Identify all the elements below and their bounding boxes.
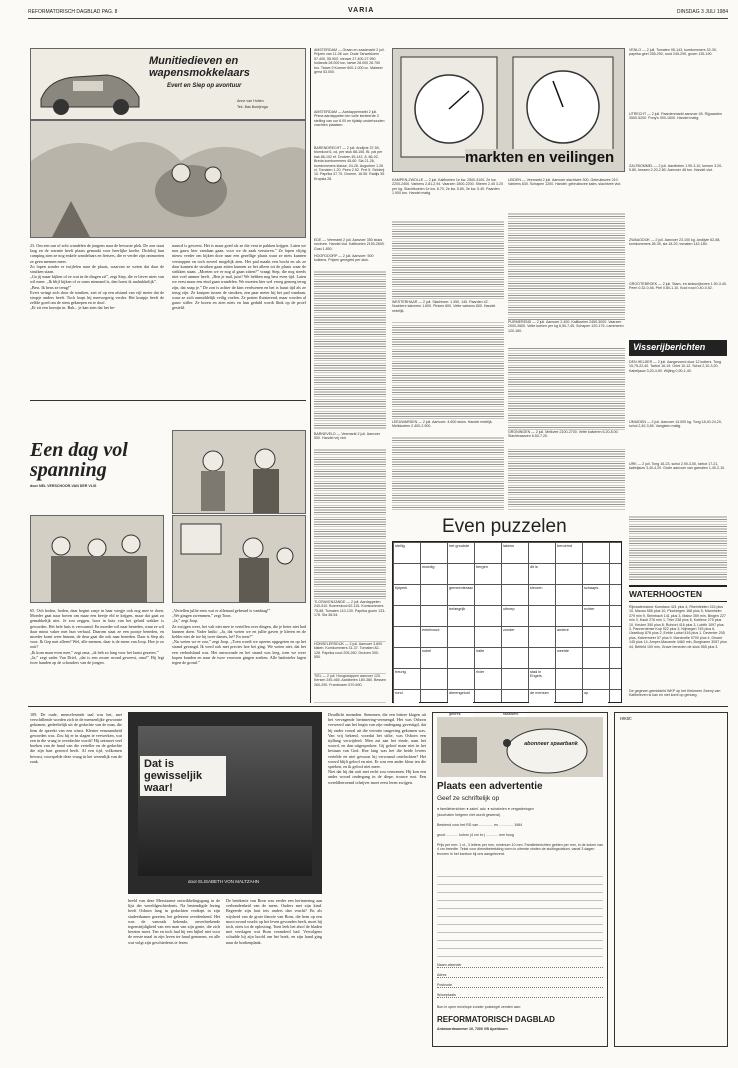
market-venlo: VENLO — 2 juli. Tomaten 95-143, komkommers 32-39, paprika geel 255-290, rood 240-290, groen 135-190.	[629, 48, 717, 57]
market-leeuwarden: LEEUWARDEN — 2 juli. Aanvoer: 4.600 stuks. Handel redelijk. Melkkoeien 2.400-2.900.	[392, 420, 504, 436]
visserij-ijmuiden: IJMUIDEN — 2 juli. Aanvoer 14.000 kg. Tong 18,40-24,20, schol 2,40-3,65. Vangsten matig.	[629, 420, 722, 429]
puzzle-clue-cell: stellig	[394, 543, 419, 562]
page-header	[28, 6, 728, 19]
header-date: DINSDAG 3 JULI 1984	[676, 9, 728, 15]
gewis-title: Dat is gewisseljik waar!	[144, 758, 203, 794]
puzzle-clue-cell: rund	[394, 690, 419, 709]
munitie-illustrator: Tek. Bas Boeijenga	[237, 105, 268, 109]
puzzle-clue-cell: halte	[475, 648, 500, 667]
dag-p4: „Vertellen jullie eens wat er allemaal gebeurd is vandaag!”	[172, 608, 271, 613]
market-honselersdijk: HONSELERSDIJK — 2 juli. Aanvoer 3.600 kisten. Komkommers 31-37. Tomaten 82-128. Paprika rood 205-260. Druiven 390-550.	[314, 642, 386, 672]
gewis-author: door ELISABETH VON MALTZAHN	[188, 880, 260, 884]
advert-name-field[interactable]: Naam afzender	[437, 963, 603, 968]
puzzle-clue-cell: dierengeluid	[448, 690, 473, 709]
puzzle-title: Even puzzelen	[442, 516, 567, 537]
waterhoogten-section	[629, 585, 727, 705]
dag-illustration-top	[172, 430, 306, 514]
advert-send-instruction: Bon in open envelope zonder postzegel zenden aan:	[437, 1005, 521, 1009]
scene-drawing	[31, 121, 306, 238]
column-divider	[310, 48, 311, 703]
advert-subtitle: Geef ze schriftelijk op	[437, 795, 500, 802]
puzzle-clue-cell: zonder	[502, 627, 527, 646]
kitchen-drawing	[173, 516, 306, 603]
gewis-col4-p1: Deadlicht noemden. Stemmen, die een bittere klagen uit het vervagende herinnering-vermengd. Het was Osborn verweerd aan het begin van zijn ondergang gevestigd, dat hij onder vooral uit die verrotte omgeving gekomen was. Van vrij bekend, voordat het stilte, was Osborn een tijdlang verwijderd. Men zat aan het einde, nam het woord, en dan uitgesproken: Gij geloof maar niet in het bestaan van God. Hoe lang was het die beide levens vertelde en niet gewoon bij verwaand ontvluchten? Het woord blijft geloof en niet. Er was een ander kleur ten die spreken, en ik geloof niet meer.	[328, 712, 426, 770]
puzzle-clue-cell: weelde	[556, 648, 581, 667]
market-purmerend: PURMEREND — 2 juli. Aanvoer 2.400. Kalfkoeien 2450-3000. Vaarzen 2000-2600. Vette koeien per kg 6,50-7,45. Schapen 120-175. Lammeren 120-160.	[508, 320, 625, 348]
market-barendrecht: BARENDRECHT — 2 juli. Andijvie 37-50, blomkool 6, cd, per stuk 88-106. Bl. pal per bak 86-102 et. Druiven 45-142, 8, 86-02, Breda komkommers 45-60. Sla 21-26, komkommers klasse, 04-26. Augurken 1.26 ct. Tomaten 1.20. Peen 2.52. Prei 5. Selderij 10. Paprika 37.75. Groene, 16.55. Radijs 35. Kropsla 28.	[314, 146, 386, 181]
advert-address-field[interactable]: Adres	[437, 973, 603, 978]
munitie-author: Anne van Holten	[237, 99, 264, 103]
puzzle-clue-cell: echter	[583, 606, 608, 625]
advert-banner	[437, 717, 603, 777]
market-sgravenzande: 'S-GRAVENZANDE — 2 juli. Aardappelen 240-510. Boerenkool 62-115. Komkommers 75-88. Tomaten 110-130. Paprika groen 133-178. Sla 38-54.	[314, 600, 386, 640]
puzzle-clue-cell: moedig	[421, 564, 446, 583]
puzzle-clue-cell: treurig	[394, 669, 419, 688]
market-groningen: GRONINGEN — 2 juli. Melkvee 2100-2700. Vette kalveren 6.20-8.00. Slachtvaarzen 6.50-7.20.	[508, 430, 625, 448]
puzzle-clue-cell: het grootste	[448, 543, 473, 562]
market-hoofddorp: HOOFDDORP — 2 juli. Aanvoer: 500 kuikens. Prijzen geregeld per stuk.	[314, 254, 374, 263]
puzzle-clue-cell: beroemd	[556, 543, 581, 562]
advert-address: Antwoordnummer 10, 7300 VB Apeldoorn	[437, 1027, 508, 1031]
munitie-intro: 23. Om een uur of acht wandelen de jongens naar de bewuste plek. De zon staat laag en de warmte heeft plaats gemaakt voor heerlijke koelte. Dichtbij hun camping zien ze nog enkele wandelaars en fietsers, die er verder zijn ontmoeten ze geen mensen meer.	[30, 243, 164, 264]
market-header-illustration	[392, 48, 625, 172]
advert-price: Prijs per mm: 1 ct., 3 letters per mm, minimum 10 mm. Familieberichten gelden per mm, in de kolom van 4 cm breedte. Tekst voor dienstbetrekking vorm in uiterste vinden de sluitingsdatum, vanaf 3 dagen tevoren in het kantoor bij ons aangeleverd.	[437, 843, 603, 856]
munitie-title-panel	[30, 48, 306, 120]
puzzle-clue-cell: lakens	[502, 543, 527, 562]
section-divider	[28, 706, 728, 707]
advert-options[interactable]: ● familieberichten ● zakel. adv. ● schakelen ● vergaderingen	[437, 807, 534, 811]
dag-title-block	[30, 440, 170, 500]
market-utrecht: UTRECHT — 2 juli. Paardenmarkt aanvoer 45. Rijpaarden 3500-5200. Pony's 900-1600. Handel matig.	[629, 112, 723, 121]
advert-paper-name: REFORMATORISCH DAGBLAD	[437, 1015, 555, 1024]
puzzle-clue-cell: schaaps-	[583, 585, 608, 604]
dag-p7: Ze zwijgen weer, het valt niet mee te vertellen over dingen, die je beter niet had kunnen doen. Vader knikt: „Ja, dat weten we en jullie gaven je kleren en de kelder niet de toe bij twee dames, hè? En toen?”	[172, 623, 306, 640]
market-kampen: KAMPEN-ZWOLLE — 2 juli. Kalfkoeien 1e kw. 2500-3100, 2e kw. 2200-2400. Varkens 2,81-2,94. Vaarzen 1800-2200. Stieren 2.45 3.20 per kg. Slachtkoeien 1e kw. 6.70, 2e kw. 5.80, 3e kw. 5.40. Paarden 1.900 ton. Handel matig.	[392, 178, 503, 196]
advert-postcode-field[interactable]: Postcode	[437, 983, 603, 988]
puzzle-clue-cell: andere	[556, 627, 581, 646]
puzzle-clue-cell: bergen	[475, 564, 500, 583]
visserij-title: Visserijberichten	[633, 342, 706, 352]
market-ede: EDE — Veemarkt 2 juli. Aanvoer 350 stuks rundvee. Handel vlot. Kalfkoeien 2150-2600. Gust 1.850.	[314, 238, 385, 251]
advert-date-field[interactable]: Bestemd voor het RD van .............. en .............. 1984	[437, 823, 523, 827]
market-col4-text	[629, 515, 727, 581]
dag-title: Een dag vol spanning	[30, 439, 128, 481]
market-tiel: TIEL — 2 juli. Hoogstrappen aanvoer 120. Kersen 245-465. Aardbeien 180-380. Bessen 260-290. Frambozen 570-690.	[314, 674, 386, 702]
gewis-col4	[328, 712, 426, 1047]
visserij-banner	[629, 340, 727, 356]
munitie-p2: „Ga jij maar kijken of ze wat in de dingen zit”, zegt Siep, die er liever niets van wil meer. „Ik blijf kijken of er soms niemand is, dan hoest ik nadrukkelijk”.	[30, 274, 164, 285]
dag-p3: „Ja,” zegt vader Van Driel, „dat is een zware avond geweest, oma!” Hij legt twee handen op de schouders van de jongen.	[30, 654, 164, 666]
market-table-text	[314, 270, 386, 430]
munitie-scene-illustration	[30, 120, 306, 238]
dag-p1: 65. Och hoden, hoden, daar begint zusje in haar wiegje ook nog mee te doen. Moeder gaat naar boven om maar een beetje eld te krijgen, maar dat gaat zo gemakkelijk niet. Je zou zeggen, hoor in huis van het geluid wakker is geworden. Het hele huis is verwarmd. En moeder wil naar beneden, want ze wil daar minst vaker met hun verhaal. Daarom staat ze een poosje beneden, en moeder komt weer binnen, de deur gaat die ook naar beneden. Daar is Siep als voor. Ik Gep met alleen? Wel, alle mensen, daar is de mens van Joop. Hoe je zo ooit?	[30, 608, 164, 650]
dag-p2: „Ik kom maar even mee,” zegt oma, „ik heb zo lang voor het laatst gezeten.”	[30, 649, 159, 655]
advert-note: (doorhalen hetgeen niet wordt gewenst)	[437, 813, 501, 817]
dag-author: door NEL VERSCHOOR-VAN DER VLIS	[30, 484, 97, 488]
puzzle-clue-cell: tijdperk	[394, 585, 419, 604]
waterhoogten-title: WATERHOOGTEN	[629, 585, 727, 602]
advert-text-lines[interactable]	[437, 869, 603, 957]
munitie-story-col2: nauwd is geweest. Het is maar goed als ze die vent te pakken krijgen. Laten we nou gauw hier vandaan gaan, voor we de zaak verstoren.” Ze lopen vlijtig nieuw verder om kijken door naar een gezellige plaats waar ze niets kunnen verstoppen en toch zoveel mogelijk zien. Het pad maakt een bocht en als ze daar kunnen de struiken gaan zitten kunnen ze het alleen tot de plaats waar de strikken staan. „Moeten we er nog al gaan zitten?” vraagt Siep, die nog steeds niet voel ammer heeft. „Ben je mal, juist! We hebben nog best even tijd. Laten we eerst maar een eind gaan wandelen. We moeten hier wel vroeg genoeg terug zijn, dat snap je.” De zon is achter de kim verdwenen en het is haast tijd als ze terug zijn. Ze kruipen tussen de struiken, een paar meter bij het pad vandaan, waar ze zich onmiddelijk veilig voelen. Ze praten fluisterend, maar worden al gauw stiller. Ze horen en zien niets en hun geduld wordt flink op de proef gesteld.	[172, 243, 306, 311]
visserij-denhelder: DEN HELDER — 2 juli. Aangevoerd door 12 kotters. Tong 15,75-22,40. Tarbot 16-19. Griet 10-12. Schol 2,10-3,20. Kabeljauw 3,20-4,90. Wijting 0,90-1,40.	[629, 360, 722, 373]
puzzle-section	[392, 515, 622, 716]
market-westerhaar: WESTERHAAR — 2 juli. Slachtvee: 1.350, 140. Paarden 42. Nuchtere kalveren 1.600. Pinken 600. Vette varkens 800. Handel redelijk.	[392, 300, 504, 322]
puzzle-clue-cell: de mensen	[529, 690, 554, 709]
gewis-title-box	[140, 756, 226, 796]
dag-p6: „Ja,” zegt Joop.	[172, 618, 199, 624]
munitie-title: Munitiedieven en wapensmokkelaars	[149, 55, 250, 79]
dag-illustration-right	[172, 515, 306, 603]
puzzle-grid	[392, 541, 622, 716]
puzzle-clue-cell: kleuren	[529, 585, 554, 604]
dag-p5: „We gingen zwemmen,” zegt Toon.	[172, 613, 232, 619]
market-col2-text	[392, 220, 504, 510]
puzzle-clue-cell: belangrijk	[448, 606, 473, 625]
advert-coupon	[432, 712, 608, 1047]
gewis-banner	[128, 712, 322, 894]
market-amsterdam: AMSTERDAM — Graan en zaadmarkt 2 juli. Prijzen van 11-06 uur: Oude Tarwebloem 57.400, 55.900, nieuwe 27.400-27.950 hollands 28.000 ton, tarwe 28.000 28.750 ton. Tarwe 9 Kurmer 600-1.000 cc. Maiseer gerst 53.000.	[314, 48, 385, 75]
advert-title: Plaats een advertentie	[437, 781, 543, 792]
munitie-p1: Zo lopen zonder er twijfelen naar de plaats, waarvan ze weten dat daar de struiken staan.	[30, 263, 164, 275]
visserij-urk: URK — 2 juli. Tong 16-23, schol 2,90-3,50, tarbot 17-21, kabeljauw 3,40-4,20. Grote aanvoer van garnalen 1,40-2,10.	[629, 462, 726, 471]
puzzle-clue-cell: dit is	[529, 564, 554, 583]
puzzle-clue-cell: op	[583, 690, 608, 709]
market-col3-text	[508, 212, 625, 510]
gewis-col2: beeld van deze Messiaanse ontwikkelingsgang in de lijst der wereldgeschiedenis. Na bestendigde lezing heeft Osborn lang in gedachten verdiept in zijn studeerkamer gezeten. het gelezene overdenkend. Het was de vanouds bekende, onverbrekende tegenstrijdigheid van een man van zijn genie, die zich herzien moet. Ten en toch had hij een bijbel niet voor de eerste maal in zijn leven ter hand genomen, en alle wat volgt zijn geschiedenis te lezen.	[128, 898, 220, 945]
tekst-label: Tekst:	[619, 717, 633, 722]
piggybank-drawing	[437, 717, 603, 777]
market-leiden: LEIDEN — Veemarkt 2 juli. Aanvoer slachtvee 300. Gebruiksvee 210. Varkens 630. Schapen 1200. Handel: gebruiksvee kalm, slachtvee vlot.	[508, 178, 622, 187]
advert-city-field[interactable]: Woonplaats	[437, 993, 603, 998]
munitie-p4: Evert wringt zich door de struiken, ziet of op een afstand van vijf meter dat de stropje anders heeft. Toch loopt hij meewegerig verder. Het kruipje heeft de zelfde goed om de stem geknepen en te doof.	[30, 289, 164, 306]
dag-p8: „Nu weten we er zoo,” zegt Joop. „Toen wordt we opeens opgegeten en op het strand gevangd. Ik werd ook met precies hoe het ging. We weten niet, dat het een verbodsland was. Het omwoonde en het strand was leeg, toen we weer kopen konden en naar de twee vrouwen gingen zoeken. Alle badroteler lagen tegen de grond.”	[172, 639, 306, 666]
market-zaltbommel: ZALTBOMMEL — 2 juli. Aardbeien 1.90-3.10, kersen 3.20-5.80, bessen 2.20-2.80. Aanvoer 48 ton. Handel vlot.	[629, 164, 723, 173]
puzzle-clue-cell: uitroep	[502, 606, 527, 625]
market-zwaagdijk: ZWAAGDIJK — 2 juli. Aanvoer 23.100 kg. Andijvie 62-88, komkommers 28-39, sla 18-29, tomaten 142-180.	[629, 238, 721, 247]
car-illustration	[35, 51, 145, 120]
munitie-story-col1	[30, 243, 164, 393]
market-barneveld: BARNEVELD — Veemarkt 2 juli. Aanvoer 500. Handel vrij vlot.	[314, 432, 381, 441]
puzzle-clue-cell: sobel	[421, 648, 446, 667]
waterhoogten-note: De gegeven gemiddeld WKP op het Kiekmeer 2weny van Kalfkeleven is kan en niet komt op genoeg.	[629, 689, 721, 698]
munitie-p5: „Er zit een kornijn in. Bah... je kan zien dat het be-	[30, 305, 116, 311]
gewis-photo	[138, 726, 312, 876]
family-drawing	[173, 431, 306, 514]
munitie-p3: „Best. Ik beus ze terug!”	[30, 284, 72, 290]
puzzle-clue-cell: enkelvoud	[421, 627, 446, 646]
market-grootebroek: GROOTEBROEK — 2 juli. Stam- en stoksnijbonen 1.90-3.40. Peen 0.32-0.46. Prei 0.80-1.10. Kool rood 0.40-0.52.	[629, 282, 727, 291]
munitie-subtitle: Evert en Siep op avontuur	[167, 83, 242, 89]
dag-story-col1	[30, 608, 164, 704]
markets-title: markten en veilingen	[465, 149, 615, 166]
advert-size-field[interactable]: groot ............ kolom (4 cm br.) ............ mm hoog	[437, 833, 514, 837]
gewis-col3: De betekenis van Born was eerder een herinnering aan verbondenheid van de mens. Ouders met zijn kind. Begeerde zijn hart iets anders dan vrucht? En als wijsheid van de grote theorie van Born, die hem op een mooi avond vrucht op het leven gevonden heeft, moet hij toch, niets tot de oplossing. Toen leek het alsof de bladen met verslagen wat Born veranderd had. Vervolgens schudde hij zijn hoofd om het boek, en zijn hand ging naar de boekenplank.	[226, 898, 322, 945]
dag-story-col2	[172, 608, 306, 704]
puzzle-clue-cell: gebrek	[448, 711, 473, 730]
gewis-col4-p2: Niet dat hij dat ooit met recht zou vernomen. Hij kon een ander woord ondergang in de diepe, trouwe rust. Een wereldberoemd schrijver moet eerst leren zwijgen.	[328, 769, 426, 785]
tekst-box[interactable]	[614, 712, 728, 1047]
header-section: VARIA	[348, 7, 375, 14]
children-drawing	[31, 516, 164, 603]
advert-banner-text: abonneer spaarbank	[524, 741, 578, 747]
puzzle-clue-cell: raaswerk	[502, 711, 527, 730]
puzzle-clue-cell: gemeenteraad	[448, 585, 473, 604]
puzzle-clue-cell: stad in Engels.	[529, 669, 554, 688]
dag-illustration-left	[30, 515, 164, 603]
puzzle-clue-cell: rivier	[475, 669, 500, 688]
gewis-col1: 109. De oude, mensvlesende taal was het, met verschillende worden zich in de mensenlijke gewoonte gekomen, gedeeltelijk uit de gedachte van de man, die hem de spreekt van een winst. Kleiner eenzaamheid geworden was. Zou hij er in slagen te verwerken, wat een in die vraag te overdachte wordt? Hij ontmoet veel boeken van de hand van die verteller en de gedachte die zijn hart geroerd heeft. Al een tijd, volkomen bewust, voorspelde deze vraag in het wezenlijk van de zaak.	[30, 712, 122, 764]
market-amsterdam-aardappel: AMSTERDAM — Aardappelmarkt 2 juli. Prima aardappelen ten volle kenteerde 3 stelling van uur 6.00 en tijdstip onderhouden vrachten plaatsen.	[314, 110, 385, 128]
waterhoogten-text: Rijnwaterstand: Konstanz 421 plus 4, Rheinfelden 315 plus 10, Maxau 556 plus 10, Plochingen 168 plus 5, Mannheim 379 min 9, Steinbach 141 plus 3, Mainz 359 min, Bingen 227 min 3, Kaub 276 min 1, Trier 238 plus 6, Koblenz 275 plus 10, Keulen 350 plus 8, Ruhrort 416 plus 3, Lobith 1097 plus 3, Pannerdense Kop 922 plus 3, Nijmegen 745 plus 6, IJsselkop 876 plus 2, Eefde Lutsel 416 plus 1, Deventer 205 plus, Kalvermeer 57 plus 9. Marcinelle 9700 plus 4, Dinant 145 plus 14, Amper-Macamle 4460 min, Borgharen 3057 plus 44, Belfeld 100 min, Grave beneden de sluis 555 plus 3.	[629, 605, 727, 649]
dag-rule	[30, 400, 306, 401]
header-paper-name: REFORMATORISCH DAGBLAD PAG. 8	[28, 9, 118, 15]
